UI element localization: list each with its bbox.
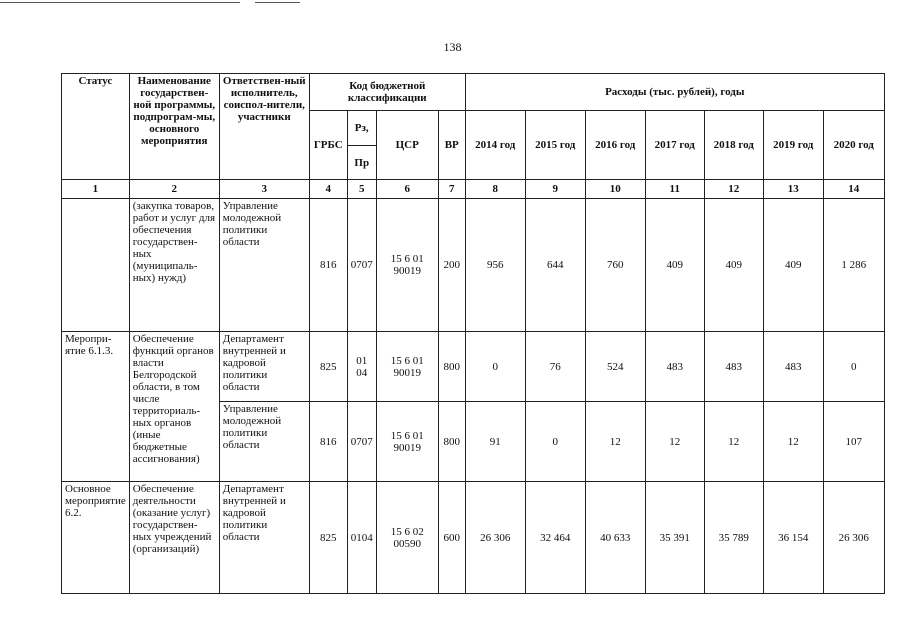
table-row xyxy=(62,199,885,332)
row-value-2019: 36 154 xyxy=(763,482,823,594)
row-name: Обеспечение функций органов власти Белгородской области, в том числе территориаль-ных органов (иные бюджетные ассигнования) xyxy=(129,332,219,482)
header-rz: Рз, xyxy=(347,111,376,146)
column-number: 8 xyxy=(465,180,525,199)
row-csr: 15 6 02 00590 xyxy=(376,482,438,594)
row-value-2020: 0 xyxy=(823,332,884,402)
column-number: 5 xyxy=(347,180,376,199)
row-csr: 15 6 01 90019 xyxy=(376,199,438,332)
header-csr: ЦСР xyxy=(376,111,438,180)
header-year-2020: 2020 год xyxy=(823,111,884,180)
row-value-2014: 956 xyxy=(465,199,525,332)
row-value-2016: 12 xyxy=(585,402,645,482)
row-rzpr: 01 04 xyxy=(347,332,376,402)
header-row-1 xyxy=(62,74,885,111)
column-number: 7 xyxy=(438,180,465,199)
column-number: 12 xyxy=(704,180,763,199)
row-executor: Управление молодежной политики области xyxy=(219,402,309,482)
header-budget-code: Код бюджетной классификации xyxy=(309,74,465,111)
header-expenses: Расходы (тыс. рублей), годы xyxy=(465,74,884,111)
row-executor: Управление молодежной политики области xyxy=(219,199,309,332)
row-value-2016: 524 xyxy=(585,332,645,402)
row-value-2015: 32 464 xyxy=(525,482,585,594)
row-value-2017: 12 xyxy=(645,402,704,482)
column-number: 3 xyxy=(219,180,309,199)
header-vr: ВР xyxy=(438,111,465,180)
header-year-2019: 2019 год xyxy=(763,111,823,180)
row-grbs: 825 xyxy=(309,482,347,594)
table-row xyxy=(62,332,885,402)
row-value-2017: 409 xyxy=(645,199,704,332)
row-value-2014: 26 306 xyxy=(465,482,525,594)
row-value-2020: 26 306 xyxy=(823,482,884,594)
header-executor: Ответствен-ный исполнитель, соиспол-нители, участники xyxy=(219,74,309,180)
row-value-2019: 483 xyxy=(763,332,823,402)
row-csr: 15 6 01 90019 xyxy=(376,402,438,482)
header-status: Статус xyxy=(62,74,130,180)
column-number: 9 xyxy=(525,180,585,199)
row-vr: 600 xyxy=(438,482,465,594)
row-executor: Департамент внутренней и кадровой политики области xyxy=(219,332,309,402)
row-value-2017: 483 xyxy=(645,332,704,402)
row-grbs: 816 xyxy=(309,199,347,332)
row-rzpr: 0707 xyxy=(347,402,376,482)
header-year-2015: 2015 год xyxy=(525,111,585,180)
header-name: Наименование государствен-ной программы, подпрограм-мы, основного мероприятия xyxy=(129,74,219,180)
column-number: 13 xyxy=(763,180,823,199)
column-number: 11 xyxy=(645,180,704,199)
row-value-2017: 35 391 xyxy=(645,482,704,594)
row-name: Обеспечение деятельности (оказание услуг) государствен-ных учреждений (организаций) xyxy=(129,482,219,594)
row-vr: 800 xyxy=(438,402,465,482)
row-csr: 15 6 01 90019 xyxy=(376,332,438,402)
budget-table xyxy=(61,73,885,594)
header-year-2018: 2018 год xyxy=(704,111,763,180)
header-grbs: ГРБС xyxy=(309,111,347,180)
row-status xyxy=(62,199,130,332)
page-number: 138 xyxy=(443,40,462,54)
column-number-row xyxy=(62,180,885,199)
top-rule-right xyxy=(255,2,300,3)
row-value-2015: 644 xyxy=(525,199,585,332)
row-grbs: 825 xyxy=(309,332,347,402)
column-number: 14 xyxy=(823,180,884,199)
header-pr: Пр xyxy=(347,146,376,180)
row-value-2014: 0 xyxy=(465,332,525,402)
header-year-2016: 2016 год xyxy=(585,111,645,180)
header-year-2014: 2014 год xyxy=(465,111,525,180)
row-value-2020: 107 xyxy=(823,402,884,482)
row-value-2018: 12 xyxy=(704,402,763,482)
row-value-2018: 483 xyxy=(704,332,763,402)
row-value-2016: 760 xyxy=(585,199,645,332)
row-value-2014: 91 xyxy=(465,402,525,482)
row-status: Меропри-ятие 6.1.3. xyxy=(62,332,130,482)
column-number: 2 xyxy=(129,180,219,199)
row-value-2015: 76 xyxy=(525,332,585,402)
row-value-2018: 35 789 xyxy=(704,482,763,594)
row-value-2019: 12 xyxy=(763,402,823,482)
row-value-2018: 409 xyxy=(704,199,763,332)
row-executor: Департамент внутренней и кадровой политики области xyxy=(219,482,309,594)
row-rzpr: 0707 xyxy=(347,199,376,332)
row-vr: 800 xyxy=(438,332,465,402)
row-value-2019: 409 xyxy=(763,199,823,332)
column-number: 10 xyxy=(585,180,645,199)
table-row xyxy=(62,482,885,594)
column-number: 1 xyxy=(62,180,130,199)
row-rzpr: 0104 xyxy=(347,482,376,594)
column-number: 6 xyxy=(376,180,438,199)
top-rule-left xyxy=(0,2,240,3)
row-value-2015: 0 xyxy=(525,402,585,482)
row-value-2020: 1 286 xyxy=(823,199,884,332)
row-vr: 200 xyxy=(438,199,465,332)
row-name: (закупка товаров, работ и услуг для обеспечения государствен-ных (муниципаль-ных) нужд) xyxy=(129,199,219,332)
header-year-2017: 2017 год xyxy=(645,111,704,180)
row-grbs: 816 xyxy=(309,402,347,482)
row-value-2016: 40 633 xyxy=(585,482,645,594)
row-status: Основное мероприятие 6.2. xyxy=(62,482,130,594)
column-number: 4 xyxy=(309,180,347,199)
